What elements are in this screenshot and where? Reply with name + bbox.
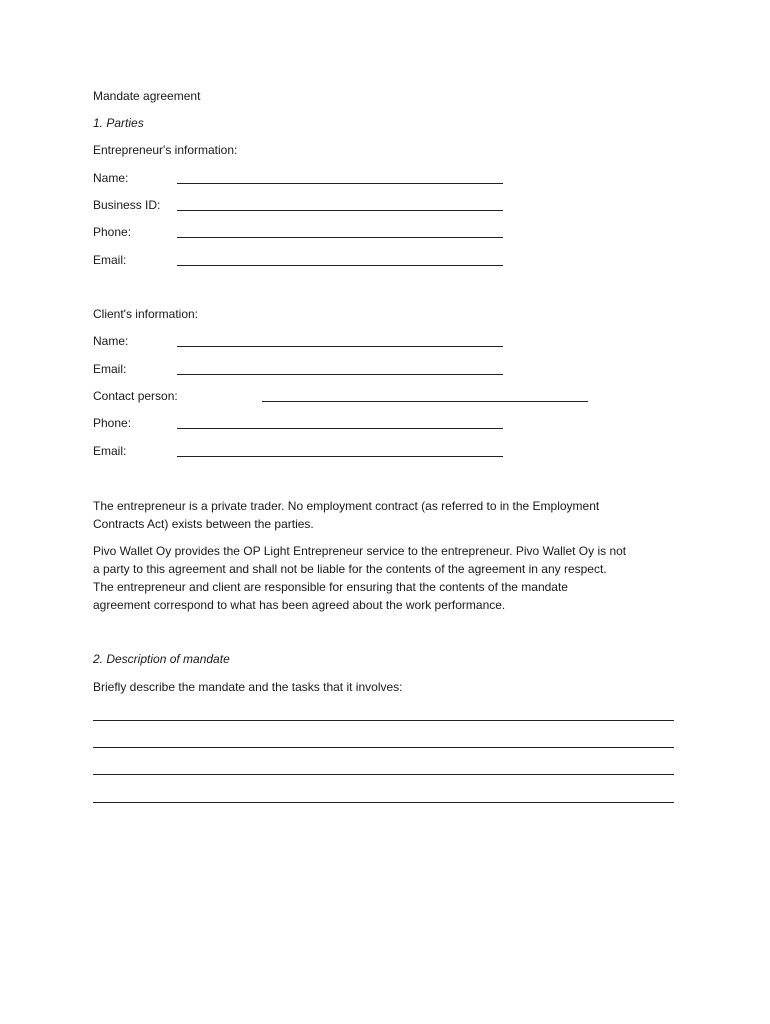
client-phone-label: Phone: [93,416,132,430]
entrepreneur-business-id-field[interactable] [177,210,503,211]
paragraph-line: The entrepreneur is a private trader. No employment contract (as referred to in the Employment [93,499,600,513]
client-email-field[interactable] [177,374,503,375]
entrepreneur-phone-label: Phone: [93,225,132,239]
client-contact-email-field[interactable] [177,456,503,457]
client-phone-field[interactable] [177,428,503,429]
entrepreneur-name-label: Name: [93,171,129,185]
client-name-label: Name: [93,334,129,348]
paragraph-pivo-wallet [93,542,683,614]
document-title: Mandate agreement [93,89,201,103]
paragraph-private-trader [93,497,683,533]
entrepreneur-email-field[interactable] [177,265,503,266]
client-contact-person-field[interactable] [262,401,588,402]
entrepreneur-email-label: Email: [93,253,127,267]
mandate-description-line-1[interactable] [93,720,674,721]
entrepreneur-business-id-label: Business ID: [93,198,161,212]
client-contact-email-label: Email: [93,444,127,458]
paragraph-line: The entrepreneur and client are responsible for ensuring that the contents of the mandate [93,580,568,594]
client-info-heading: Client's information: [93,307,198,321]
entrepreneur-name-field[interactable] [177,183,503,184]
section-2-heading: 2. Description of mandate [93,652,230,666]
client-name-field[interactable] [177,346,503,347]
entrepreneur-phone-field[interactable] [177,237,503,238]
section-1-heading: 1. Parties [93,116,144,130]
client-contact-person-label: Contact person: [93,389,178,403]
paragraph-line: Pivo Wallet Oy provides the OP Light Entrepreneur service to the entrepreneur. Pivo Wallet Oy is not [93,544,627,558]
mandate-description-line-4[interactable] [93,802,674,803]
client-email-label: Email: [93,362,127,376]
entrepreneur-info-heading: Entrepreneur's information: [93,143,238,157]
paragraph-line: agreement correspond to what has been agreed about the work performance. [93,598,506,612]
mandate-description-line-3[interactable] [93,774,674,775]
mandate-description-prompt: Briefly describe the mandate and the tasks that it involves: [93,680,403,694]
paragraph-line: a party to this agreement and shall not be liable for the contents of the agreement in any respect. [93,562,607,576]
paragraph-line: Contracts Act) exists between the parties. [93,517,314,531]
mandate-description-line-2[interactable] [93,747,674,748]
